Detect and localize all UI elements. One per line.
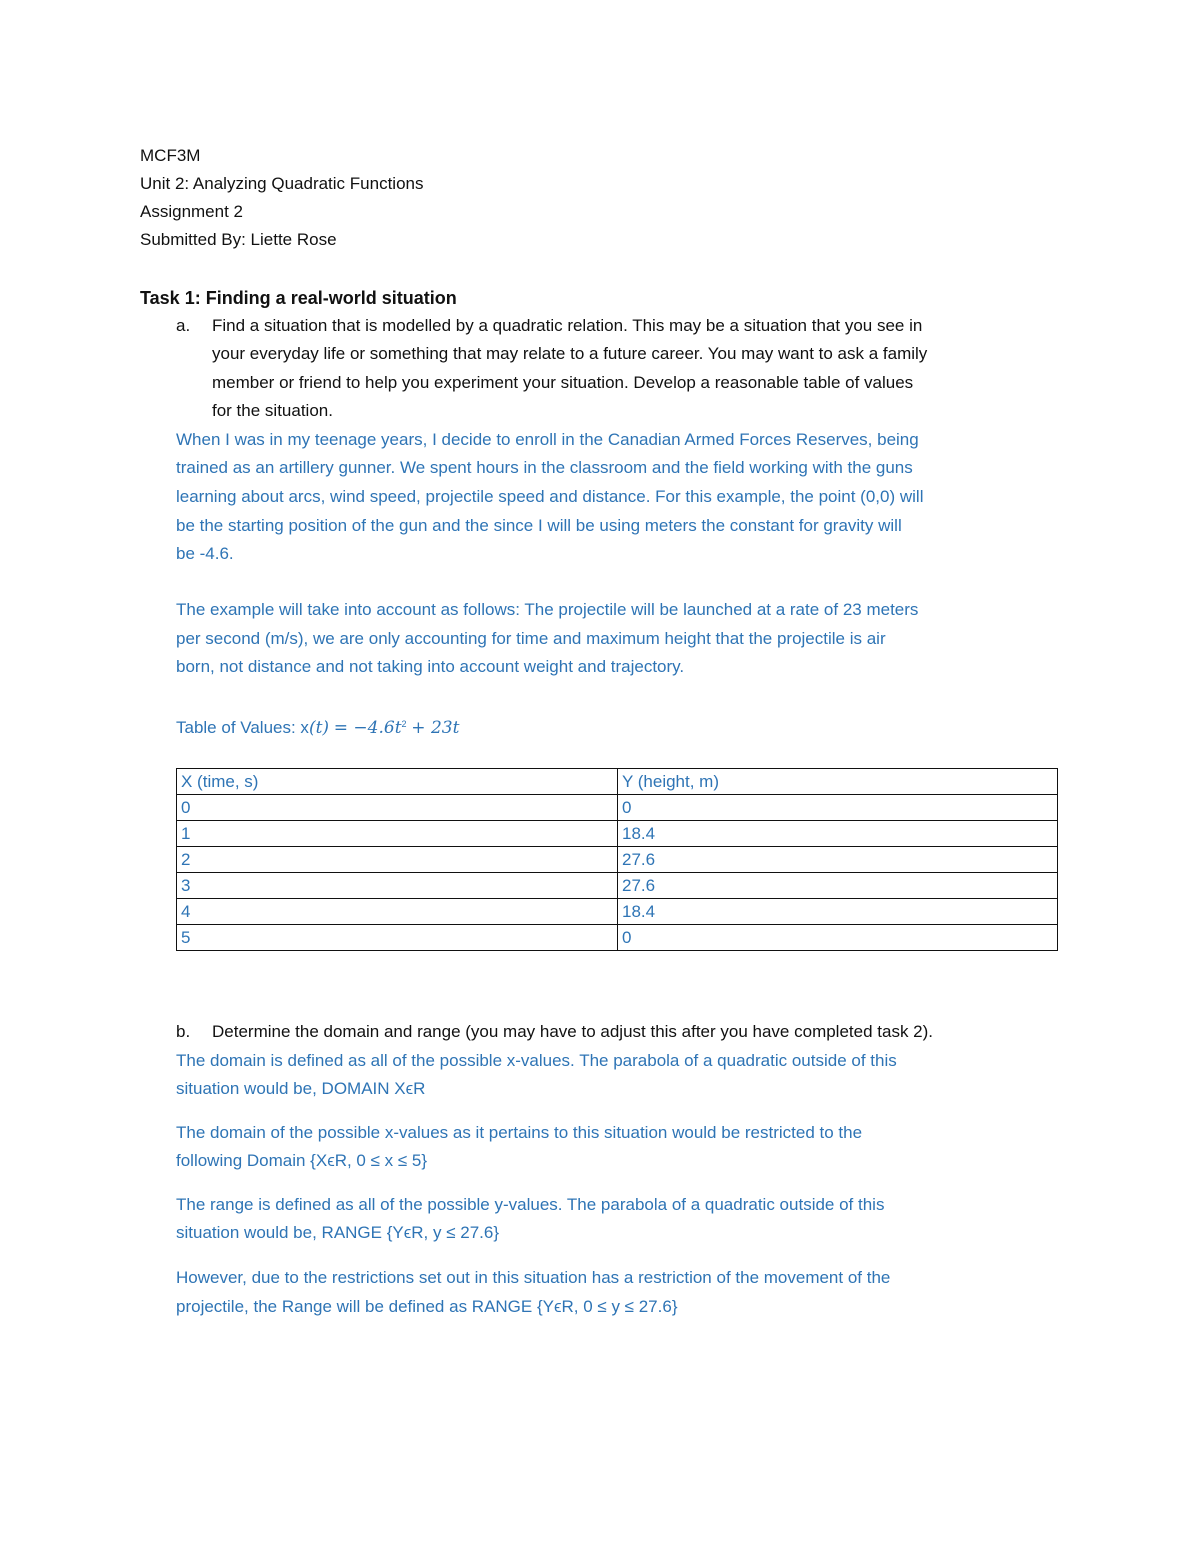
table-row xyxy=(177,821,1058,847)
cell-y: 18.4 xyxy=(618,821,1058,847)
cell-x: 2 xyxy=(177,847,618,873)
domain-p1-line: situation would be, DOMAIN XϵR xyxy=(176,1079,426,1098)
header-y: Y (height, m) xyxy=(618,769,1058,795)
assignment-title: Assignment 2 xyxy=(140,202,243,221)
cell-x: 1 xyxy=(177,821,618,847)
submitted-by: Submitted By: Liette Rose xyxy=(140,230,337,249)
values-table xyxy=(176,768,1058,951)
table-row xyxy=(177,873,1058,899)
course-code: MCF3M xyxy=(140,146,201,165)
answer-p1-line: learning about arcs, wind speed, projectile speed and distance. For this example, the point (0,0) will xyxy=(176,487,924,506)
task1-heading: Task 1: Finding a real-world situation xyxy=(140,288,457,308)
cell-x: 5 xyxy=(177,925,618,951)
domain-p1-line: The domain is defined as all of the possible x-values. The parabola of a quadratic outside of this xyxy=(176,1051,897,1070)
table-header-row xyxy=(177,769,1058,795)
range-p2-line: projectile, the Range will be defined as RANGE {YϵR, 0 ≤ y ≤ 27.6} xyxy=(176,1297,678,1316)
cell-x: 0 xyxy=(177,795,618,821)
cell-x: 4 xyxy=(177,899,618,925)
range-p1-line: The range is defined as all of the possible y-values. The parabola of a quadratic outside of this xyxy=(176,1195,885,1214)
formula-arg: (t) xyxy=(308,718,330,738)
header-x: X (time, s) xyxy=(177,769,618,795)
task1a-marker: a. xyxy=(176,316,191,335)
answer-p1-line: be the starting position of the gun and the since I will be using meters the constant for gravity will xyxy=(176,516,902,535)
cell-y: 27.6 xyxy=(618,847,1058,873)
cell-y: 27.6 xyxy=(618,873,1058,899)
task1b-text: Determine the domain and range (you may have to adjust this after you have completed task 2). xyxy=(212,1022,934,1041)
answer-p1-line: be -4.6. xyxy=(176,544,234,563)
unit-title: Unit 2: Analyzing Quadratic Functions xyxy=(140,174,424,193)
cell-y: 0 xyxy=(618,925,1058,951)
table-label-text: Table of Values: x xyxy=(176,718,309,737)
task1a-question-line xyxy=(176,316,922,336)
formula-tail: + 23t xyxy=(411,718,460,738)
task1b-question-line xyxy=(176,1022,933,1042)
cell-y: 18.4 xyxy=(618,899,1058,925)
task1a-text-2: member or friend to help you experiment your situation. Develop a reasonable table of values xyxy=(212,373,914,392)
task1a-text-1: your everyday life or something that may relate to a future career. You may want to ask a family xyxy=(212,344,928,363)
domain-p2-line: The domain of the possible x-values as it pertains to this situation would be restricted to the xyxy=(176,1123,863,1142)
formula-rhs: = −4.6t xyxy=(333,718,402,738)
answer-p2-line: per second (m/s), we are only accounting for time and maximum height that the projectile is air xyxy=(176,629,886,648)
task1a-text-0: Find a situation that is modelled by a quadratic relation. This may be a situation that you see in xyxy=(212,316,923,335)
formula-exponent: 2 xyxy=(401,719,407,729)
table-row xyxy=(177,795,1058,821)
task1b-marker: b. xyxy=(176,1022,191,1041)
task1a-text-3: for the situation. xyxy=(212,401,333,420)
answer-p1-line: When I was in my teenage years, I decide to enroll in the Canadian Armed Forces Reserves, being xyxy=(176,430,919,449)
cell-y: 0 xyxy=(618,795,1058,821)
answer-p2-line: The example will take into account as follows: The projectile will be launched at a rate of 23 meters xyxy=(176,600,919,619)
answer-p2-line: born, not distance and not taking into account weight and trajectory. xyxy=(176,657,685,676)
table-row xyxy=(177,899,1058,925)
table-row xyxy=(177,925,1058,951)
cell-x: 3 xyxy=(177,873,618,899)
range-p1-line: situation would be, RANGE {YϵR, y ≤ 27.6} xyxy=(176,1223,500,1242)
domain-p2-line: following Domain {XϵR, 0 ≤ x ≤ 5} xyxy=(176,1151,428,1170)
range-p2-line: However, due to the restrictions set out in this situation has a restriction of the movement of the xyxy=(176,1268,891,1287)
table-row xyxy=(177,847,1058,873)
table-of-values-label xyxy=(176,714,459,738)
answer-p1-line: trained as an artillery gunner. We spent hours in the classroom and the field working with the guns xyxy=(176,458,913,477)
